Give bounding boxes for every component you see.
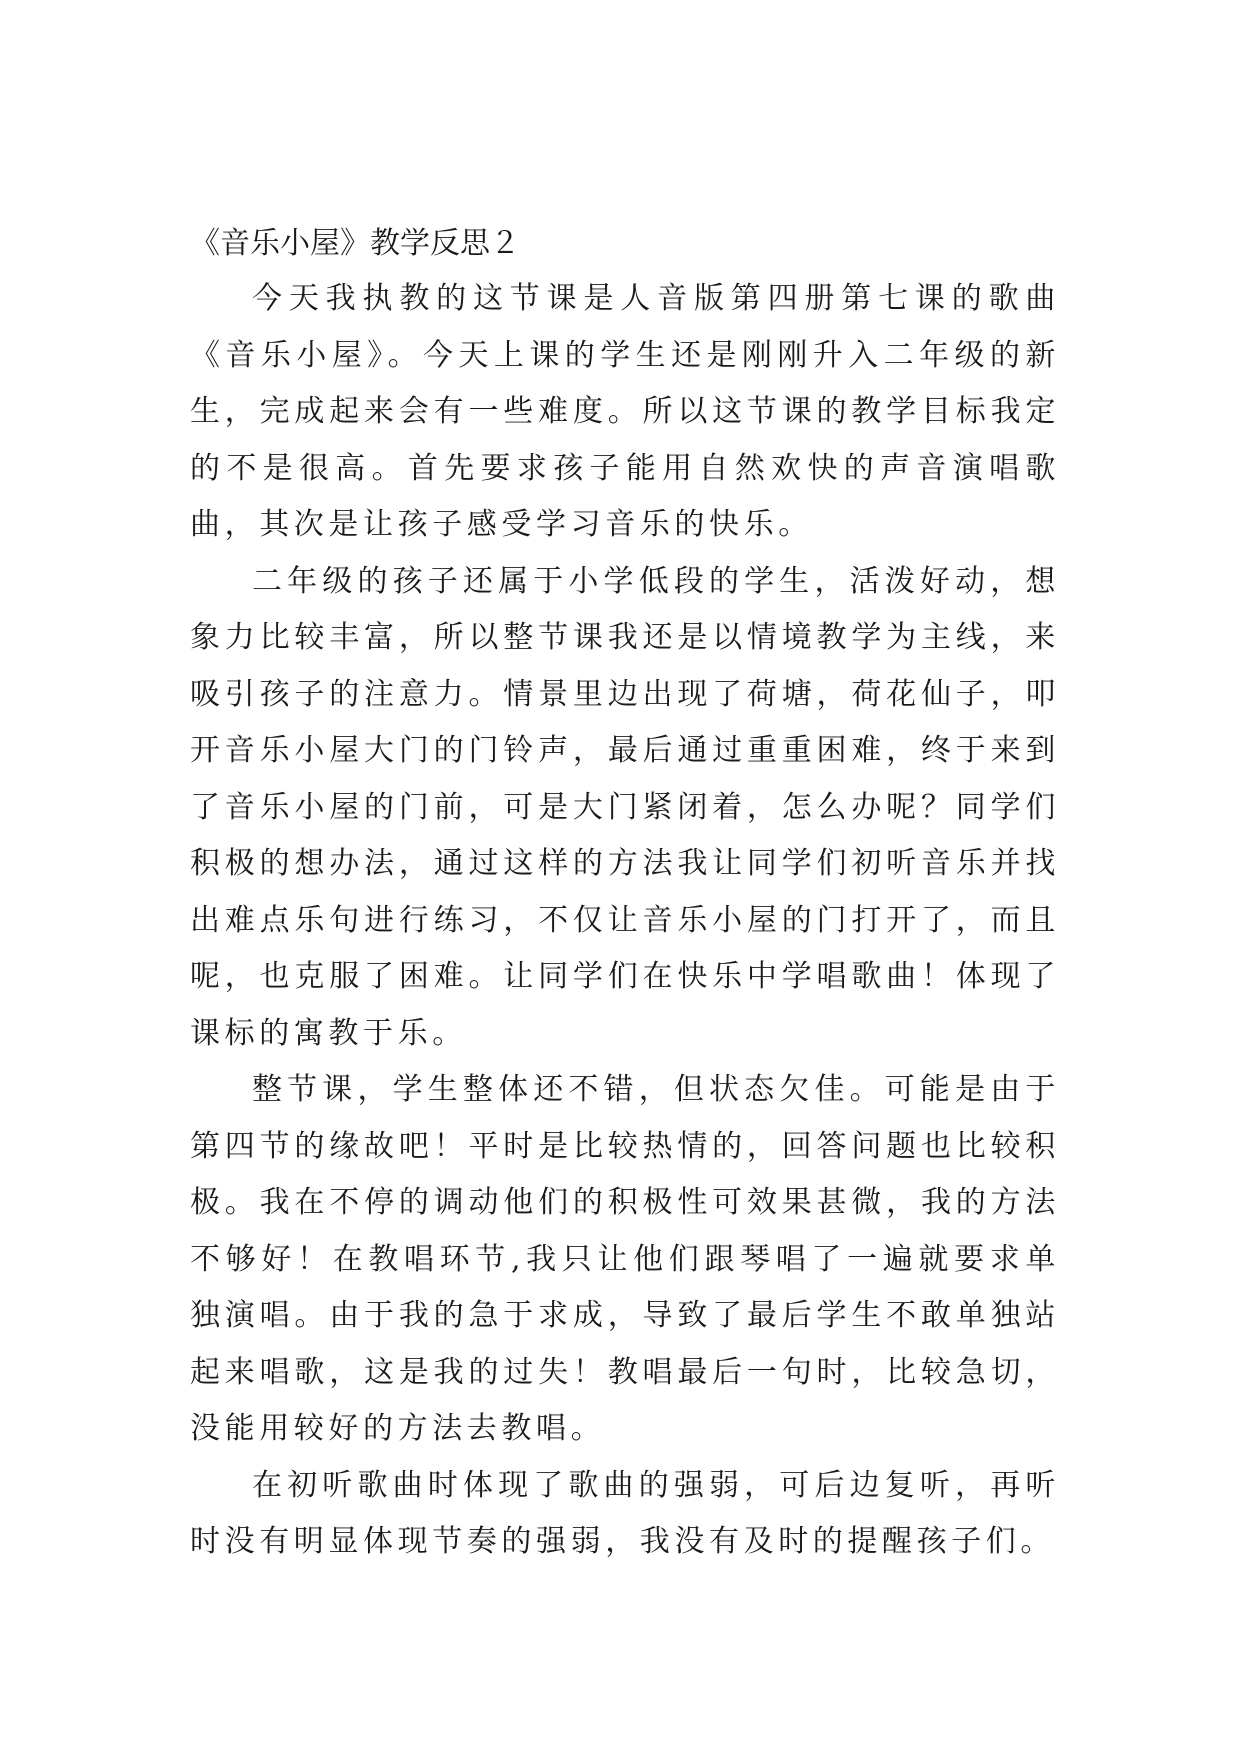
paragraph: 今天我执教的这节课是人音版第四册第七课的歌曲《音乐小屋》。今天上课的学生还是刚刚升入二年级的新生，完成起来会有一些难度。所以这节课的教学目标我定的不是很高。首先要求孩子能用自然欢快的声音演唱歌曲，其次是让孩子感受学习音乐的快乐。 <box>190 281 1060 542</box>
paragraph: 在初听歌曲时体现了歌曲的强弱，可后边复听，再听时没有明显体现节奏的强弱，我没有及时的提醒孩子们。 <box>190 1467 1060 1559</box>
paragraph: 整节课，学生整体还不错，但状态欠佳。可能是由于第四节的缘故吧！平时是比较热情的，回答问题也比较积极。我在不停的调动他们的积极性可效果甚微，我的方法不够好！在教唱环节,我只让他们跟琴唱了一遍就要求单独演唱。由于我的急于求成，导致了最后学生不敢单独站起来唱歌，这是我的过失！教唱最后一句时，比较急切，没能用较好的方法去教唱。 <box>190 1072 1060 1446</box>
document-title: 《音乐小屋》教学反思２ <box>190 226 520 261</box>
document-body <box>190 216 1060 1571</box>
paragraph: 二年级的孩子还属于小学低段的学生，活泼好动，想象力比较丰富，所以整节课我还是以情境教学为主线，来吸引孩子的注意力。情景里边出现了荷塘，荷花仙子，叩开音乐小屋大门的门铃声，最后通过重重困难，终于来到了音乐小屋的门前，可是大门紧闭着，怎么办呢？同学们积极的想办法，通过这样的方法我让同学们初听音乐并找出难点乐句进行练习，不仅让音乐小屋的门打开了，而且呢，也克服了困难。让同学们在快乐中学唱歌曲！体现了课标的寓教于乐。 <box>190 563 1060 1051</box>
